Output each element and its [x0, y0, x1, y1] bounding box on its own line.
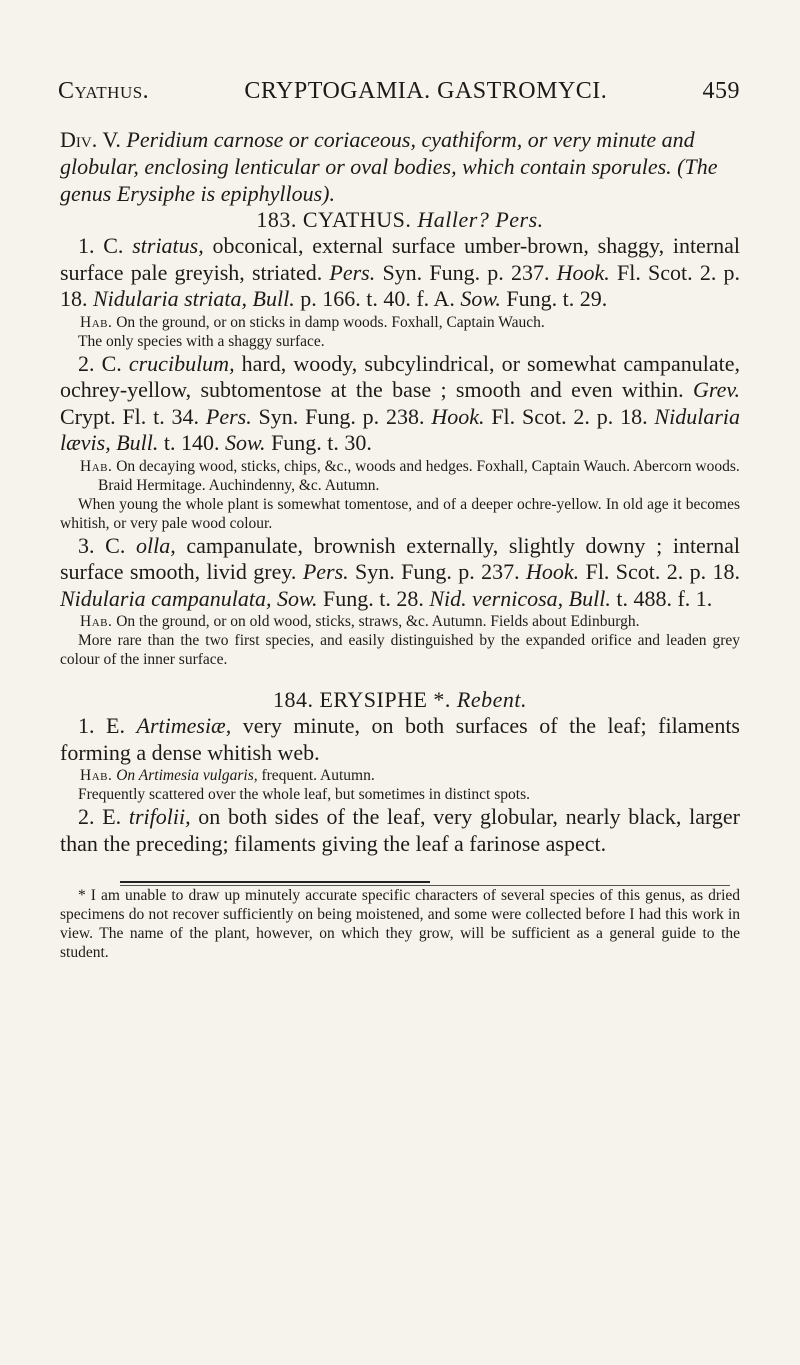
habitat-line: [60, 457, 740, 495]
reference-text: Fung. t. 30.: [271, 430, 372, 455]
habitat-text: frequent. Autumn.: [261, 767, 375, 784]
genus-heading-cyathus: [60, 207, 740, 233]
reference-synonym: Nid. vernicosa, Bull.: [429, 585, 611, 611]
habitat-line: [60, 766, 740, 785]
separator-rule-thick: [120, 881, 430, 883]
species-name: Artimesiæ,: [136, 713, 232, 738]
species-number: 2. C.: [78, 350, 122, 376]
reference-synonym: Nidularia campanulata, Sow.: [60, 585, 318, 611]
reference-text: t. 488. f. 1.: [616, 585, 713, 611]
reference-text: Fung. t. 28.: [323, 585, 424, 611]
species-number: 3. C.: [78, 532, 126, 558]
species-name: olla,: [135, 532, 176, 558]
reference-text: Fl. Scot. 2. p. 18.: [491, 403, 648, 429]
species-entry: [60, 804, 740, 857]
species-note: More rare than the two first species, and easily distinguished by the expanded orifice and leaden grey colour of the inner surface.: [60, 632, 740, 668]
running-head-left: Cyathus.: [58, 78, 150, 104]
habitat-label: Hab.: [80, 613, 113, 630]
reference-text: Syn. Fung. p. 238.: [258, 403, 425, 429]
division-label: Div. V.: [60, 127, 121, 152]
species-description: obconical, external surface umber-brown, shaggy, internal surface pale greyish, striated.: [60, 233, 741, 285]
reference-author: Grev.: [692, 377, 740, 402]
reference-author: Hook.: [526, 559, 580, 584]
habitat-label: Hab.: [80, 767, 113, 784]
page-body: [60, 126, 740, 962]
habitat-line: [60, 612, 740, 631]
reference-text: t. 140.: [163, 430, 220, 455]
reference-author: Sow.: [225, 430, 266, 455]
habitat-label: Hab.: [80, 457, 113, 475]
reference-text: Fl. Scot. 2. p. 18.: [585, 559, 741, 584]
running-head: [58, 78, 740, 105]
species-note: The only species with a shaggy surface.: [78, 332, 325, 350]
reference-text: Syn. Fung. p. 237.: [382, 259, 550, 285]
species-note: Frequently scattered over the whole leaf, but sometimes in distinct spots.: [78, 786, 530, 803]
reference-synonym: Nidularia striata, Bull.: [93, 286, 295, 311]
species-number: 1. E.: [78, 713, 125, 738]
division-heading: [60, 126, 740, 207]
species-entry: [60, 351, 740, 457]
reference-author: Pers.: [302, 559, 349, 584]
reference-text: Syn. Fung. p. 237.: [355, 559, 520, 584]
habitat-text: On the ground, or on sticks in damp woods. Foxhall, Captain Wauch.: [116, 313, 545, 331]
species-number: 1. C.: [78, 233, 124, 258]
species-number: 2. E.: [78, 804, 122, 829]
habitat-label: Hab.: [80, 313, 113, 331]
genus-name: 183. CYATHUS.: [256, 207, 412, 232]
habitat-line: [60, 313, 740, 332]
species-description: hard, woody, subcylindrical, or somewhat campanulate, ochrey-yellow, subtomentose at the base ; smooth and even within.: [60, 350, 740, 402]
page-number: 459: [702, 78, 740, 104]
species-description: campanulate, brownish externally, slightly downy ; internal surface smooth, livid grey.: [60, 532, 741, 584]
habitat-host: On Artimesia vulgaris,: [116, 767, 258, 784]
species-entry: [60, 533, 740, 613]
reference-author: Hook.: [431, 403, 485, 429]
genus-name: 184. ERYSIPHE *.: [272, 687, 451, 712]
running-head-center: CRYPTOGAMIA. GASTROMYCI.: [244, 78, 608, 104]
reference-text: Fung. t. 29.: [506, 286, 608, 311]
genus-heading-erysiphe: [60, 687, 740, 713]
species-name: striatus,: [132, 233, 204, 258]
reference-author: Sow.: [460, 286, 501, 311]
reference-author: Pers.: [329, 259, 376, 285]
species-entry: [60, 233, 740, 313]
division-text: Peridium carnose or coriaceous, cyathiform, or very minute and globular, enclosing lenticular or oval bodies, which contain sporules. (The genus Erysiphe is epiphyllous).: [60, 127, 718, 206]
reference-text: Fl. Scot. 2. p. 18.: [60, 259, 741, 311]
species-entry: [60, 713, 740, 766]
reference-text: Crypt. Fl. t. 34.: [60, 403, 200, 429]
species-name: trifolii,: [128, 804, 191, 829]
reference-text: p. 166. t. 40. f. A.: [300, 286, 455, 311]
reference-author: Hook.: [556, 259, 610, 285]
species-note: When young the whole plant is somewhat tomentose, and of a deeper ochre-yellow. In old age it becomes whitish, or very pale wood colour.: [60, 495, 740, 532]
species-description: on both sides of the leaf, very globular, nearly black, larger than the preceding; filaments giving the leaf a farinose aspect.: [60, 804, 741, 856]
genus-authority: Haller? Pers.: [417, 207, 544, 232]
footnote: * I am unable to draw up minutely accurate specific characters of several species of this genus, as dried specimens do not recover sufficiently on being moistened, and some were collected before I had this work in view. The name of the plant, however, on which they grow, will be sufficient as a general guide to the student.: [60, 887, 740, 961]
genus-authority: Rebent.: [456, 687, 527, 712]
reference-synonym: Nidularia lævis, Bull.: [60, 403, 740, 455]
species-name: crucibulum,: [128, 350, 235, 376]
species-description: very minute, on both surfaces of the leaf; filaments forming a dense whitish web.: [60, 713, 740, 765]
habitat-text: On the ground, or on old wood, sticks, straws, &c. Autumn. Fields about Edinburgh.: [116, 613, 640, 630]
habitat-text: On decaying wood, sticks, chips, &c., woods and hedges. Foxhall, Captain Wauch. Abercorn woods. Braid Hermitage. Auchindenny, &c. Autumn.: [98, 457, 740, 494]
reference-author: Pers.: [205, 403, 252, 429]
